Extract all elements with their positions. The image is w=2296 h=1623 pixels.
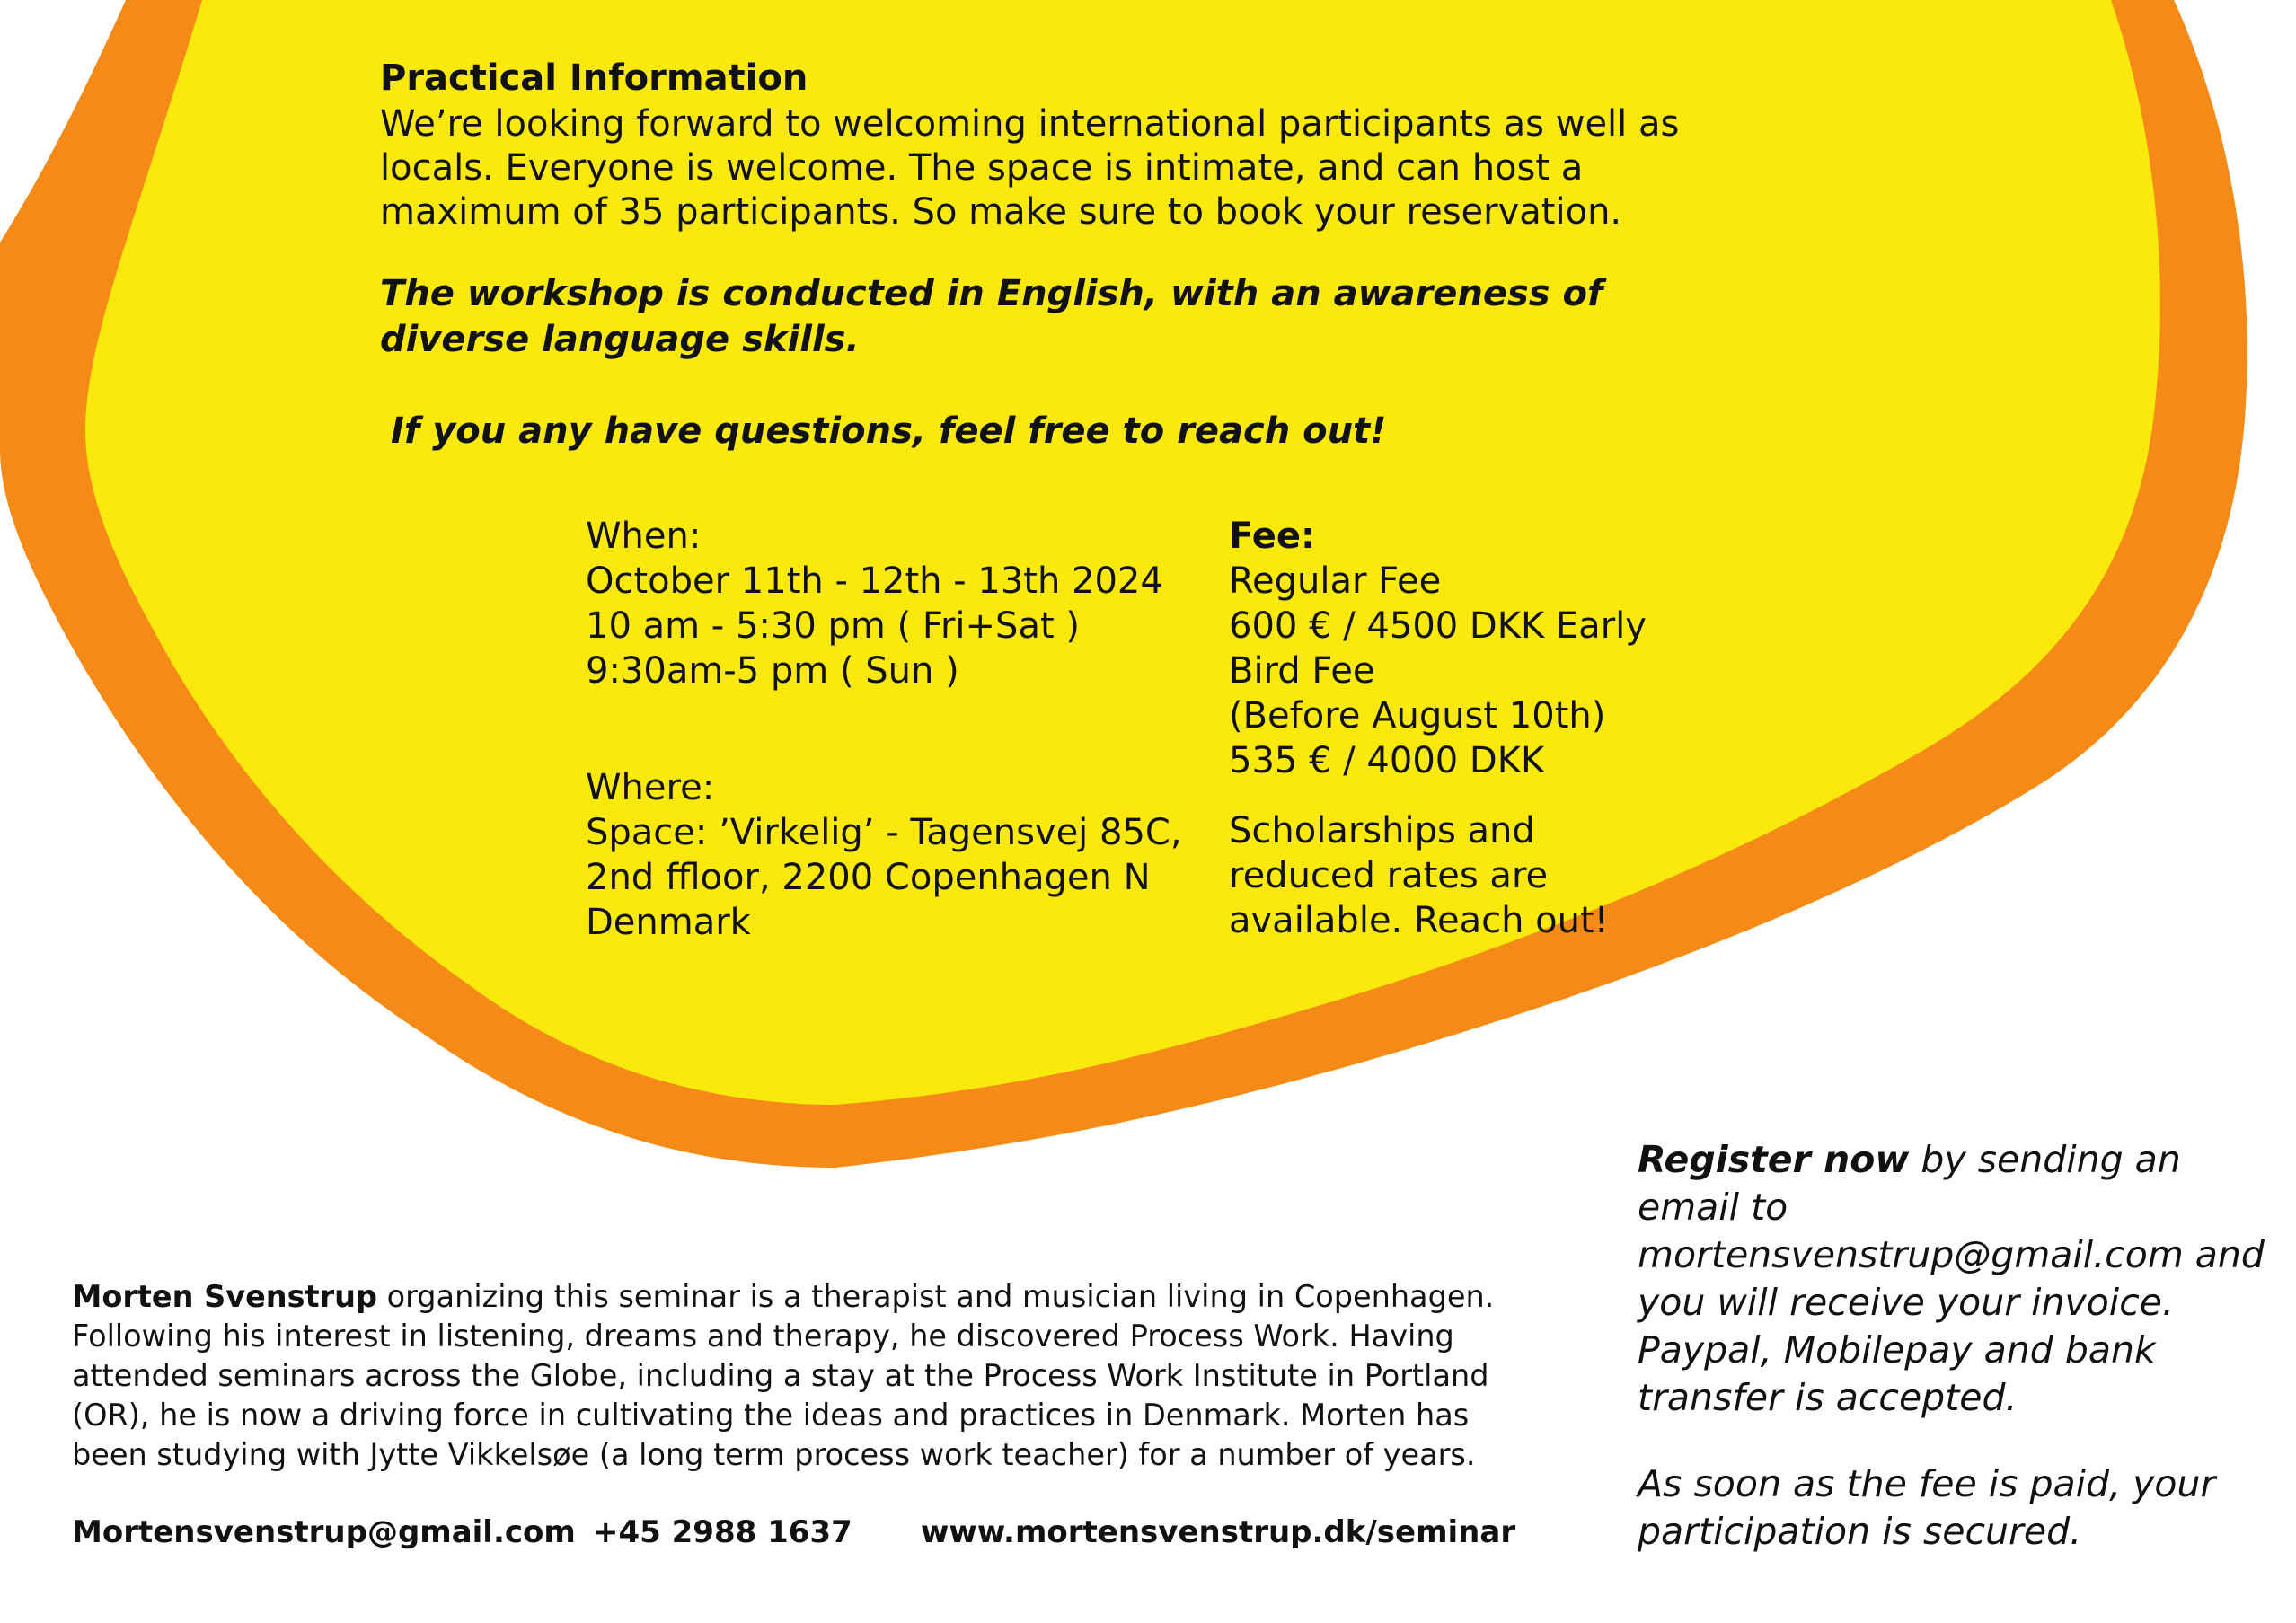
register-instructions — [1638, 1136, 2266, 1422]
questions-note: If you any have questions, feel free to reach out! — [391, 410, 1387, 452]
when-section — [586, 514, 1163, 693]
venue-line-3: Denmark — [586, 902, 751, 943]
fee-line-5: 535 € / 4000 DKK — [1229, 740, 1545, 781]
organizer-bio-text: organizing this seminar is a therapist and musician living in Copenhagen. Following his interest in listening, dreams and therapy, he discovered Process Work. Having attended seminars across the Globe, including a stay at the Process Work Institute in Portland (OR), he is now a driving force in cultivating the ideas and practices in Denmark. Morten has been studying with Jytte Vikkelsøe (a long term process work teacher) for a number of years. — [72, 1279, 1495, 1472]
scholarship-line-1: Scholarships and — [1229, 810, 1535, 851]
hours-fri-sat: 10 am - 5:30 pm ( Fri+Sat ) — [586, 605, 1080, 647]
venue-line-1: Space: ’Virkelig’ - Tagensvej 85C, — [586, 812, 1182, 853]
fee-section — [1229, 514, 1647, 783]
contact-phone[interactable]: +45 2988 1637 — [593, 1514, 852, 1550]
fee-line-4: (Before August 10th) — [1229, 695, 1606, 737]
language-note: The workshop is conducted in English, with an awareness of diverse language skills. — [380, 273, 1603, 360]
fee-label: Fee: — [1229, 516, 1315, 557]
when-label: When: — [586, 516, 702, 557]
hours-sun: 9:30am-5 pm ( Sun ) — [586, 650, 959, 692]
organizer-bio — [72, 1277, 1545, 1475]
venue-line-2: 2nd ffloor, 2200 Copenhagen N — [586, 857, 1151, 898]
register-now-label: Register now — [1638, 1138, 1910, 1181]
practical-information-heading: Practical Information — [380, 57, 808, 99]
scholarship-line-2: reduced rates are — [1229, 855, 1549, 896]
where-label: Where: — [586, 767, 715, 808]
organizer-name: Morten Svenstrup — [72, 1279, 377, 1314]
participation-secured-note: As soon as the fee is paid, your participation is secured. — [1638, 1462, 2216, 1553]
fee-line-1: Regular Fee — [1229, 560, 1442, 602]
contact-email[interactable]: Mortensvenstrup@gmail.com — [72, 1514, 576, 1550]
scholarship-note — [1229, 808, 1609, 943]
scholarship-line-3: available. Reach out! — [1229, 900, 1609, 941]
fee-line-2: 600 € / 4500 DKK Early — [1229, 605, 1647, 647]
contact-website[interactable]: www.mortensvenstrup.dk/seminar — [921, 1514, 1516, 1550]
fee-line-3: Bird Fee — [1229, 650, 1375, 692]
register-text: by sending an email to mortensvenstrup@gmail.com and you will receive your invoice. Paypal, Mobilepay and bank transfer is accepted. — [1638, 1138, 2265, 1419]
practical-intro-paragraph: We’re looking forward to welcoming international participants as well as locals. Everyone is welcome. The space is intimate, and can host a maximum of 35 participants. So make sure to book your reservation. — [380, 103, 1680, 233]
event-dates: October 11th - 12th - 13th 2024 — [586, 560, 1163, 602]
where-section — [586, 765, 1182, 945]
